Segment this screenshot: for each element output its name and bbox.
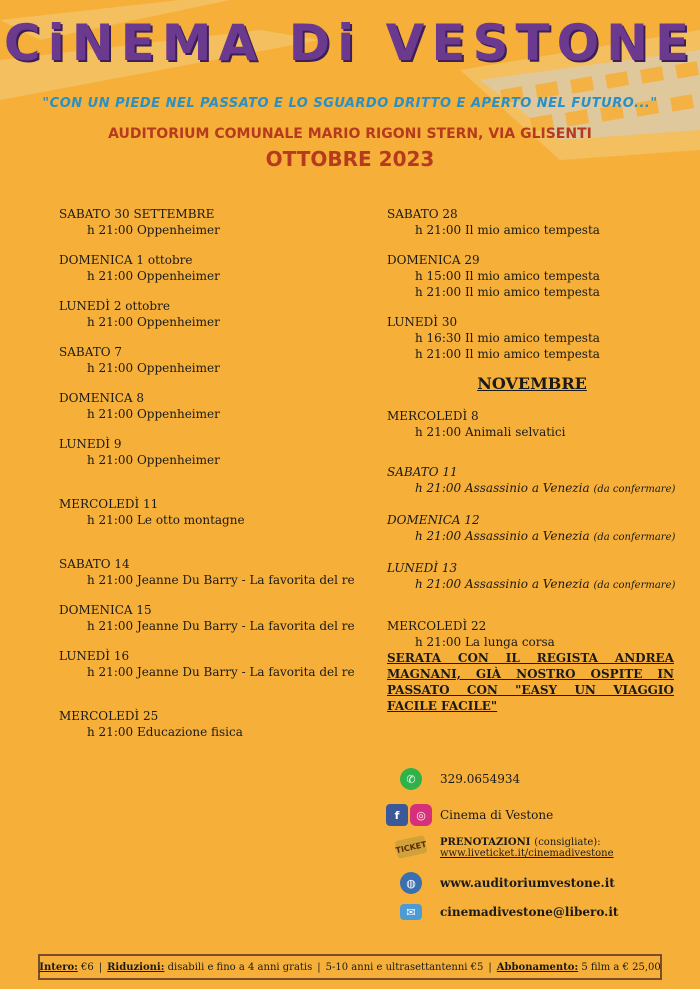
ticket-icon: TICKET — [394, 835, 427, 859]
whatsapp-icon: ✆ — [400, 768, 422, 790]
day-label: DOMENICA 12 — [387, 513, 480, 527]
abbonamento-label: Abbonamento: — [496, 961, 579, 973]
show-time: h 21:00 Oppenheimer — [87, 269, 220, 283]
show-time: h 21:00 Oppenheimer — [87, 361, 220, 375]
day-label: DOMENICA 1 ottobre — [59, 253, 193, 267]
contact-email — [400, 904, 618, 920]
day-label: MERCOLEDÌ 11 — [59, 497, 159, 511]
riduzioni-value-2: 5-10 anni e ultrasettantenni €5 — [325, 961, 484, 973]
day-label: LUNEDÌ 30 — [387, 315, 458, 329]
tbc-note: (da confermare) — [593, 580, 676, 591]
phone-number: 329.0654934 — [440, 772, 521, 786]
tbc-note: (da confermare) — [593, 532, 676, 543]
schedule-day — [59, 298, 359, 330]
booking-link[interactable]: www.liveticket.it/cinemadivestone — [440, 848, 614, 859]
schedule-day — [59, 390, 359, 422]
show-title: h 21:00 Assassinio a Venezia — [415, 577, 590, 591]
riduzioni-value: disabili e fino a 4 anni gratis — [167, 961, 313, 973]
show-time — [387, 528, 677, 546]
day-label: LUNEDÌ 16 — [59, 649, 130, 663]
booking-label: PRENOTAZIONI — [440, 837, 531, 848]
schedule-left-column — [59, 206, 359, 754]
day-label: SABATO 30 SETTEMBRE — [59, 207, 215, 221]
day-label: LUNEDÌ 13 — [387, 561, 458, 575]
abbonamento-value: 5 film a € 25,00 — [581, 961, 661, 973]
price-footer: Intero: €6 | Riduzioni: disabili e fino a 4 anni gratis | 5-10 anni e ultrasettantenni €5 | Abbonamento: 5 film a € 25,00 — [38, 954, 662, 980]
show-time: h 16:30 Il mio amico tempesta — [415, 331, 600, 345]
tbc-note: (da confermare) — [593, 484, 676, 495]
show-time: h 21:00 Jeanne Du Barry - La favorita del re — [87, 665, 355, 679]
november-heading: NOVEMBRE — [477, 374, 587, 393]
schedule-day — [387, 408, 677, 440]
motto: "CON UN PIEDE NEL PASSATO E LO SGUARDO DRITTO E APERTO NEL FUTURO..." — [42, 96, 658, 111]
show-time: h 21:00 Oppenheimer — [87, 453, 220, 467]
social-name: Cinema di Vestone — [440, 808, 554, 822]
day-label: LUNEDÌ 9 — [59, 437, 122, 451]
schedule-day — [387, 206, 677, 238]
day-label: DOMENICA 15 — [59, 603, 152, 617]
contact-phone — [400, 768, 520, 790]
show-time — [387, 576, 677, 594]
schedule-day — [59, 344, 359, 376]
day-label: SABATO 14 — [59, 557, 130, 571]
schedule-day — [387, 560, 677, 594]
show-time: h 21:00 La lunga corsa — [415, 635, 555, 649]
schedule-day — [387, 464, 677, 498]
schedule-day — [59, 252, 359, 284]
schedule-day — [387, 252, 677, 300]
booking-label-line — [440, 834, 614, 848]
show-time: h 15:00 Il mio amico tempesta — [415, 269, 600, 283]
show-time — [387, 480, 677, 498]
booking-info — [440, 834, 614, 859]
facebook-icon: f — [386, 804, 408, 826]
email-icon: ✉ — [400, 904, 422, 920]
show-time: h 21:00 Animali selvatici — [415, 425, 566, 439]
schedule-right-column — [387, 206, 677, 714]
show-time: h 21:00 Il mio amico tempesta — [415, 285, 600, 299]
intero-value: €6 — [81, 961, 94, 973]
website-link[interactable]: www.auditoriumvestone.it — [440, 876, 615, 890]
day-label: SABATO 7 — [59, 345, 123, 359]
day-label: MERCOLEDÌ 25 — [59, 709, 159, 723]
day-label: SABATO 11 — [387, 465, 458, 479]
special-event-note: SERATA CON IL REGISTA ANDREA MAGNANI, GIÀ NOSTRO OSPITE IN PASSATO CON "EASY UN VIAGGIO FACILE FACILE" — [387, 651, 674, 713]
show-time: h 21:00 Il mio amico tempesta — [415, 347, 600, 361]
day-label: DOMENICA 8 — [59, 391, 145, 405]
show-title: h 21:00 Assassinio a Venezia — [415, 481, 590, 495]
show-time: h 21:00 Il mio amico tempesta — [415, 223, 600, 237]
day-label: MERCOLEDÌ 8 — [387, 409, 479, 423]
day-label: LUNEDÌ 2 ottobre — [59, 299, 170, 313]
month-heading: OTTOBRE 2023 — [265, 147, 435, 171]
contact-website — [400, 872, 615, 894]
contact-social — [386, 804, 553, 826]
show-time: h 21:00 Oppenheimer — [87, 407, 220, 421]
contact-booking — [396, 834, 614, 859]
show-time: h 21:00 Le otto montagne — [87, 513, 245, 527]
schedule-day — [59, 708, 359, 740]
show-time: h 21:00 Jeanne Du Barry - La favorita del re — [87, 573, 355, 587]
show-time: h 21:00 Oppenheimer — [87, 223, 220, 237]
page-title: CiNEMA Di VESTONE — [3, 14, 697, 72]
show-title: h 21:00 Assassinio a Venezia — [415, 529, 590, 543]
schedule-day — [59, 496, 359, 528]
instagram-icon: ◎ — [410, 804, 432, 826]
day-label: MERCOLEDÌ 22 — [387, 619, 487, 633]
schedule-day — [59, 556, 359, 588]
show-time: h 21:00 Oppenheimer — [87, 315, 220, 329]
booking-hint: (consigliate): — [534, 837, 601, 848]
venue: AUDITORIUM COMUNALE MARIO RIGONI STERN, VIA GLISENTI — [108, 126, 592, 142]
globe-icon: ◍ — [400, 872, 422, 894]
schedule-day — [387, 512, 677, 546]
schedule-day — [59, 206, 359, 238]
day-label: DOMENICA 29 — [387, 253, 480, 267]
schedule-day — [387, 314, 677, 362]
email-link[interactable]: cinemadivestone@libero.it — [440, 905, 619, 919]
schedule-day — [387, 618, 677, 650]
show-time: h 21:00 Educazione fisica — [87, 725, 243, 739]
show-time: h 21:00 Jeanne Du Barry - La favorita del re — [87, 619, 355, 633]
schedule-day — [59, 648, 359, 680]
schedule-day — [59, 602, 359, 634]
intero-label: Intero: — [39, 961, 78, 973]
schedule-day — [59, 436, 359, 468]
day-label: SABATO 28 — [387, 207, 458, 221]
riduzioni-label: Riduzioni: — [107, 961, 165, 973]
